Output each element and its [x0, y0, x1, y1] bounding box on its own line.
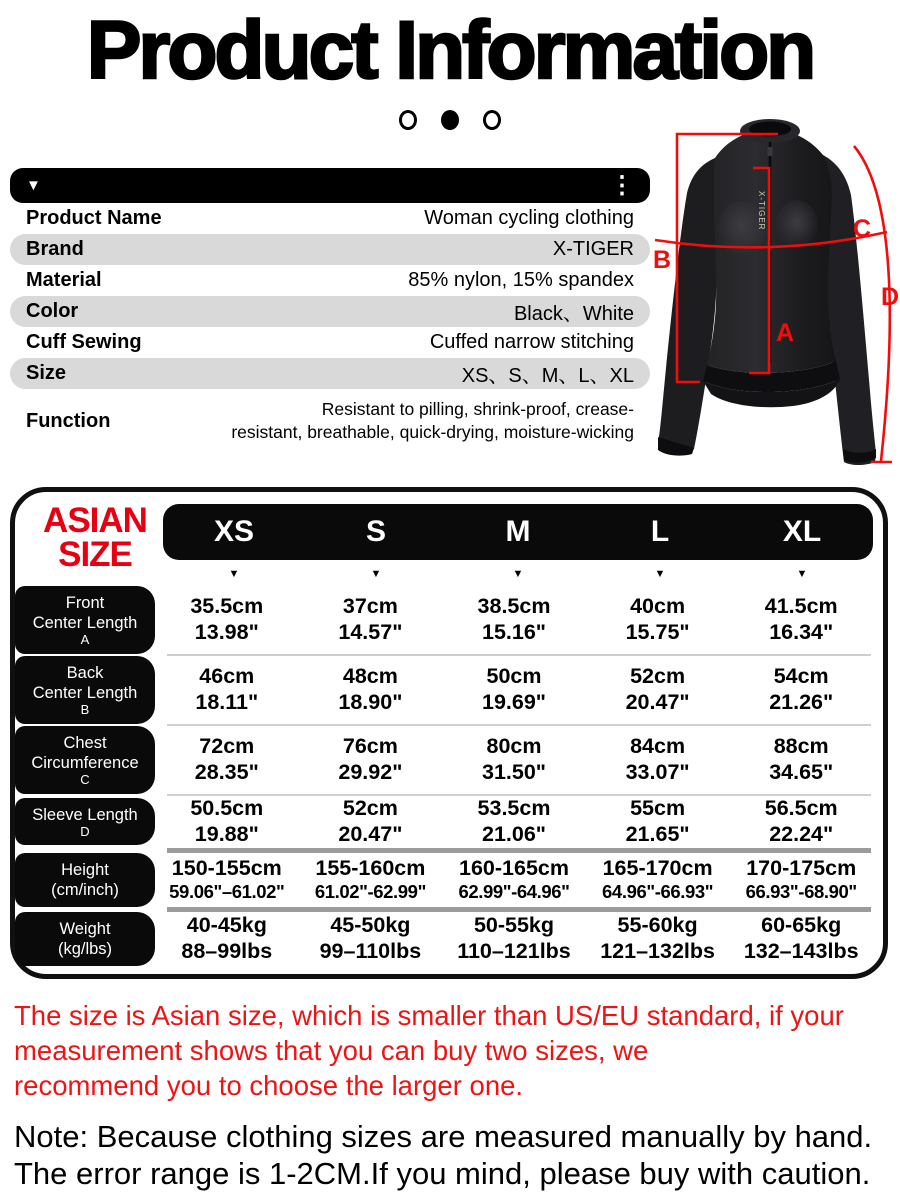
info-table-header-bar	[10, 168, 650, 203]
function-value-line: Resistant to pilling, shrink-proof, crease-	[321, 398, 634, 419]
measure-label-b: B	[653, 246, 672, 274]
table-row	[15, 853, 873, 907]
table-row	[15, 586, 873, 654]
measure-label-a: A	[776, 319, 795, 347]
size-cell: 170-175cm 66.93"-68.90"	[745, 855, 857, 903]
column-pointer-icon: ▼	[512, 568, 524, 580]
size-cell: 56.5cm 22.24"	[764, 795, 838, 846]
size-cell: 160-165cm 62.99"-64.96"	[458, 855, 570, 903]
pill-text: (cm/inch)	[51, 880, 119, 899]
size-chart	[10, 487, 888, 979]
row-value: 85% nylon, 15% spandex	[408, 269, 634, 291]
size-cell: 80cm 31.50"	[481, 733, 546, 784]
pill-text: Center Length	[32, 684, 138, 703]
row-values	[155, 796, 873, 848]
table-row	[10, 234, 650, 265]
row-value	[110, 398, 634, 444]
column-pointer-icon: ▼	[228, 568, 240, 580]
pill-text: Back	[66, 663, 104, 682]
jersey-logo-text: X-TIGER	[757, 191, 766, 231]
size-header-l: L	[650, 515, 670, 548]
carousel-dot-active-icon	[441, 110, 459, 130]
row-label: Product Name	[26, 207, 162, 229]
carousel-dot-icon	[399, 110, 417, 130]
pill-letter: A	[80, 632, 90, 648]
pill-text: Weight	[59, 919, 111, 938]
size-cell: 55cm 21.65"	[625, 795, 690, 846]
pill-letter: D	[80, 823, 90, 839]
note-line: The error range is 1-2CM.If you mind, please buy with caution.	[14, 1156, 871, 1192]
row-label: Function	[26, 409, 111, 432]
pill-letter: C	[80, 772, 90, 788]
size-cell: 46cm 18.11"	[195, 664, 259, 714]
size-cell: 50.5cm 19.88"	[190, 795, 264, 846]
pill-letter: B	[80, 702, 90, 718]
product-info-table	[10, 168, 650, 453]
row-values	[155, 734, 873, 786]
row-label: Material	[26, 269, 102, 291]
table-row	[15, 912, 873, 966]
size-header-s: S	[365, 515, 386, 548]
size-cell: 76cm 29.92"	[338, 733, 403, 784]
column-pointer-icon: ▼	[796, 568, 808, 580]
column-pointer-icon: ▼	[654, 568, 666, 580]
note-line: Note: Because clothing sizes are measured manually by hand.	[14, 1119, 873, 1154]
warning-line: recommend you to choose the larger one.	[14, 1070, 524, 1102]
row-label-pill	[15, 853, 155, 907]
size-cell: 41.5cm 16.34"	[764, 594, 838, 644]
pill-text: Circumference	[31, 753, 139, 772]
jersey-torso	[707, 129, 836, 373]
row-label-pill	[15, 586, 155, 654]
page-title: Product Information	[86, 5, 814, 96]
row-label-pill	[15, 798, 155, 846]
row-label: Size	[26, 362, 67, 384]
table-row	[10, 296, 650, 327]
pill-text: (kg/lbs)	[57, 939, 113, 958]
pill-text: Front	[65, 594, 105, 612]
size-cell: 88cm 34.65"	[769, 733, 834, 784]
row-label: Brand	[26, 238, 84, 260]
carousel-dot-icon	[483, 110, 501, 130]
size-chart-title	[25, 501, 165, 575]
row-label-pill	[15, 726, 155, 794]
measurement-note-text	[14, 1118, 894, 1192]
size-cell: 72cm 28.35"	[194, 733, 259, 784]
size-cell: 54cm 21.26"	[769, 664, 834, 714]
asian-size-warning-text	[14, 998, 888, 1104]
measure-label-d: D	[881, 283, 900, 311]
size-cell: 53.5cm 21.06"	[477, 795, 551, 846]
size-cell: 155-160cm 61.02"-62.99"	[314, 855, 426, 903]
table-row	[10, 358, 650, 389]
size-chart-body	[15, 586, 873, 966]
cycling-jersey-image	[645, 113, 900, 468]
column-pointer-row	[163, 564, 873, 584]
size-cell: 55-60kg 121–132lbs	[600, 913, 715, 963]
size-header-m: M	[505, 515, 531, 548]
size-cell: 37cm 14.57"	[338, 594, 403, 644]
size-cell: 40-45kg 88–99lbs	[181, 913, 273, 963]
size-cell: 40cm 15.75"	[625, 594, 690, 644]
jersey-shading	[776, 200, 818, 250]
size-cell: 35.5cm 13.98"	[190, 594, 264, 644]
pill-text: Height	[61, 860, 109, 879]
row-label-pill	[15, 656, 155, 724]
size-cell: 84cm 33.07"	[625, 733, 690, 784]
size-chart-title-line: SIZE	[58, 535, 132, 575]
size-cell: 38.5cm 15.16"	[477, 594, 551, 644]
size-header-xs: XS	[213, 515, 255, 548]
row-value: Cuffed narrow stitching	[429, 331, 634, 353]
warning-line: The size is Asian size, which is smaller than US/EU standard, if your	[14, 1000, 844, 1031]
row-values	[155, 664, 873, 716]
table-row	[15, 726, 873, 794]
size-cell: 50cm 19.69"	[481, 664, 546, 714]
measure-label-c: C	[853, 215, 872, 243]
row-values	[155, 594, 873, 646]
table-row	[10, 203, 650, 234]
row-value: XS、S、M、L、XL	[461, 365, 634, 387]
row-value: Woman cycling clothing	[424, 207, 634, 229]
row-label: Color	[26, 300, 79, 322]
pill-text: Sleeve Length	[32, 805, 138, 824]
table-row	[10, 389, 650, 453]
kebab-menu-icon: ⋮	[610, 171, 634, 199]
table-row	[10, 265, 650, 296]
pill-text: Center Length	[32, 614, 138, 633]
size-header-bar	[163, 504, 873, 560]
size-cell: 165-170cm 64.96"-66.93"	[602, 855, 714, 903]
size-cell: 45-50kg 99–110lbs	[319, 913, 422, 963]
table-row	[10, 327, 650, 358]
size-cell: 52cm 20.47"	[625, 664, 690, 714]
size-cell: 60-65kg 132–143lbs	[743, 913, 859, 963]
size-cell: 48cm 18.90"	[338, 664, 403, 714]
jersey-zipper-pull	[767, 147, 772, 156]
function-value-line: resistant, breathable, quick-drying, moisture-wicking	[231, 422, 634, 442]
warning-line: measurement shows that you can buy two sizes, we	[14, 1035, 649, 1067]
size-cell: 50-55kg 110–121lbs	[457, 913, 571, 963]
table-row	[15, 656, 873, 724]
size-chart-title-line: ASIAN	[43, 501, 147, 540]
row-values	[155, 913, 873, 965]
row-values	[155, 856, 873, 904]
column-pointer-icon: ▼	[370, 568, 382, 580]
table-row	[15, 796, 873, 848]
row-label: Cuff Sewing	[26, 331, 142, 353]
dropdown-triangle-icon: ▼	[26, 177, 41, 194]
row-value: Black、White	[513, 303, 634, 325]
jersey-left-sleeve	[659, 158, 717, 451]
jersey-measurement-figure	[645, 113, 900, 468]
size-header-xl: XL	[782, 515, 822, 548]
size-cell: 150-155cm 59.06"–61.02"	[169, 855, 285, 903]
size-cell: 52cm 20.47"	[338, 795, 403, 846]
row-label-pill	[15, 912, 155, 966]
row-value: X-TIGER	[552, 238, 634, 260]
pill-text: Chest	[63, 733, 107, 752]
